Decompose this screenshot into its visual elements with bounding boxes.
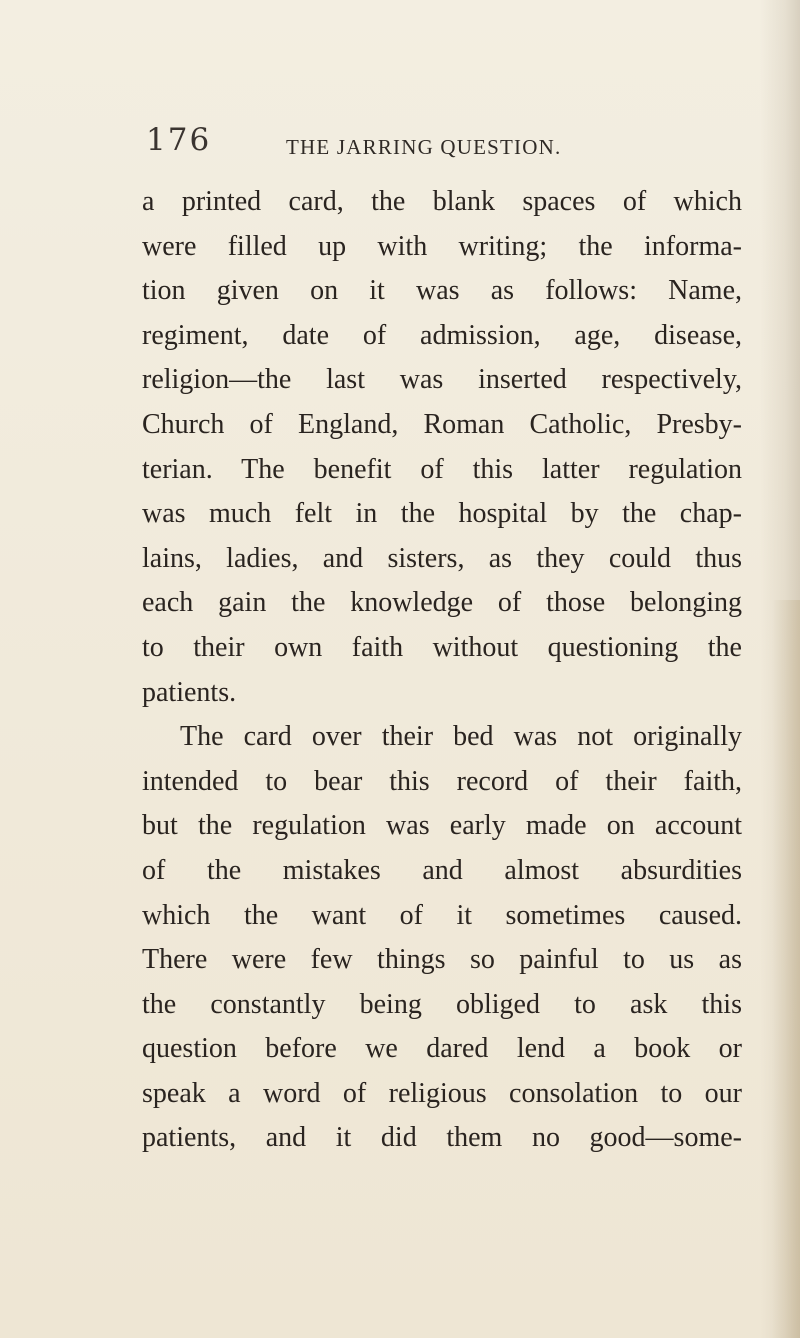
text-line: question before we dared lend a book or <box>142 1033 742 1065</box>
text-line: terian. The benefit of this latter regulation <box>142 453 742 485</box>
paragraph-2 <box>142 715 742 1161</box>
running-title: THE JARRING QUESTION. <box>286 135 562 159</box>
text-line: each gain the knowledge of those belonging <box>142 587 742 619</box>
text-line: religion—the last was inserted respectively, <box>142 364 742 396</box>
text-line: the constantly being obliged to ask this <box>142 988 742 1020</box>
text-line: speak a word of religious consolation to our <box>142 1077 742 1109</box>
text-line: intended to bear this record of their faith, <box>142 765 742 797</box>
text-line: tion given on it was as follows: Name, <box>142 275 742 307</box>
text-line: but the regulation was early made on account <box>142 810 742 842</box>
text-line: patients, and it did them no good—some- <box>142 1122 742 1154</box>
text-line: of the mistakes and almost absurdities <box>142 854 742 886</box>
text-line: There were few things so painful to us as <box>142 944 742 976</box>
text-line: regiment, date of admission, age, disease, <box>142 319 742 351</box>
text-line: lains, ladies, and sisters, as they could thus <box>142 542 742 574</box>
text-line: was much felt in the hospital by the chap- <box>142 498 742 530</box>
text-line: a printed card, the blank spaces of which <box>142 186 742 217</box>
page-number: 176 <box>146 122 212 158</box>
body-text <box>142 180 742 1161</box>
text-line: were filled up with writing; the informa- <box>142 230 742 262</box>
text-line: to their own faith without questioning the <box>142 631 742 663</box>
page-edge-shadow <box>772 600 800 1338</box>
text-line: Church of England, Roman Catholic, Presby- <box>142 408 742 440</box>
paragraph-1 <box>142 180 742 715</box>
text-line: patients. <box>142 676 237 708</box>
text-line: The card over their bed was not originally <box>180 721 742 753</box>
text-line: which the want of it sometimes caused. <box>142 899 742 931</box>
page-header <box>146 122 646 162</box>
